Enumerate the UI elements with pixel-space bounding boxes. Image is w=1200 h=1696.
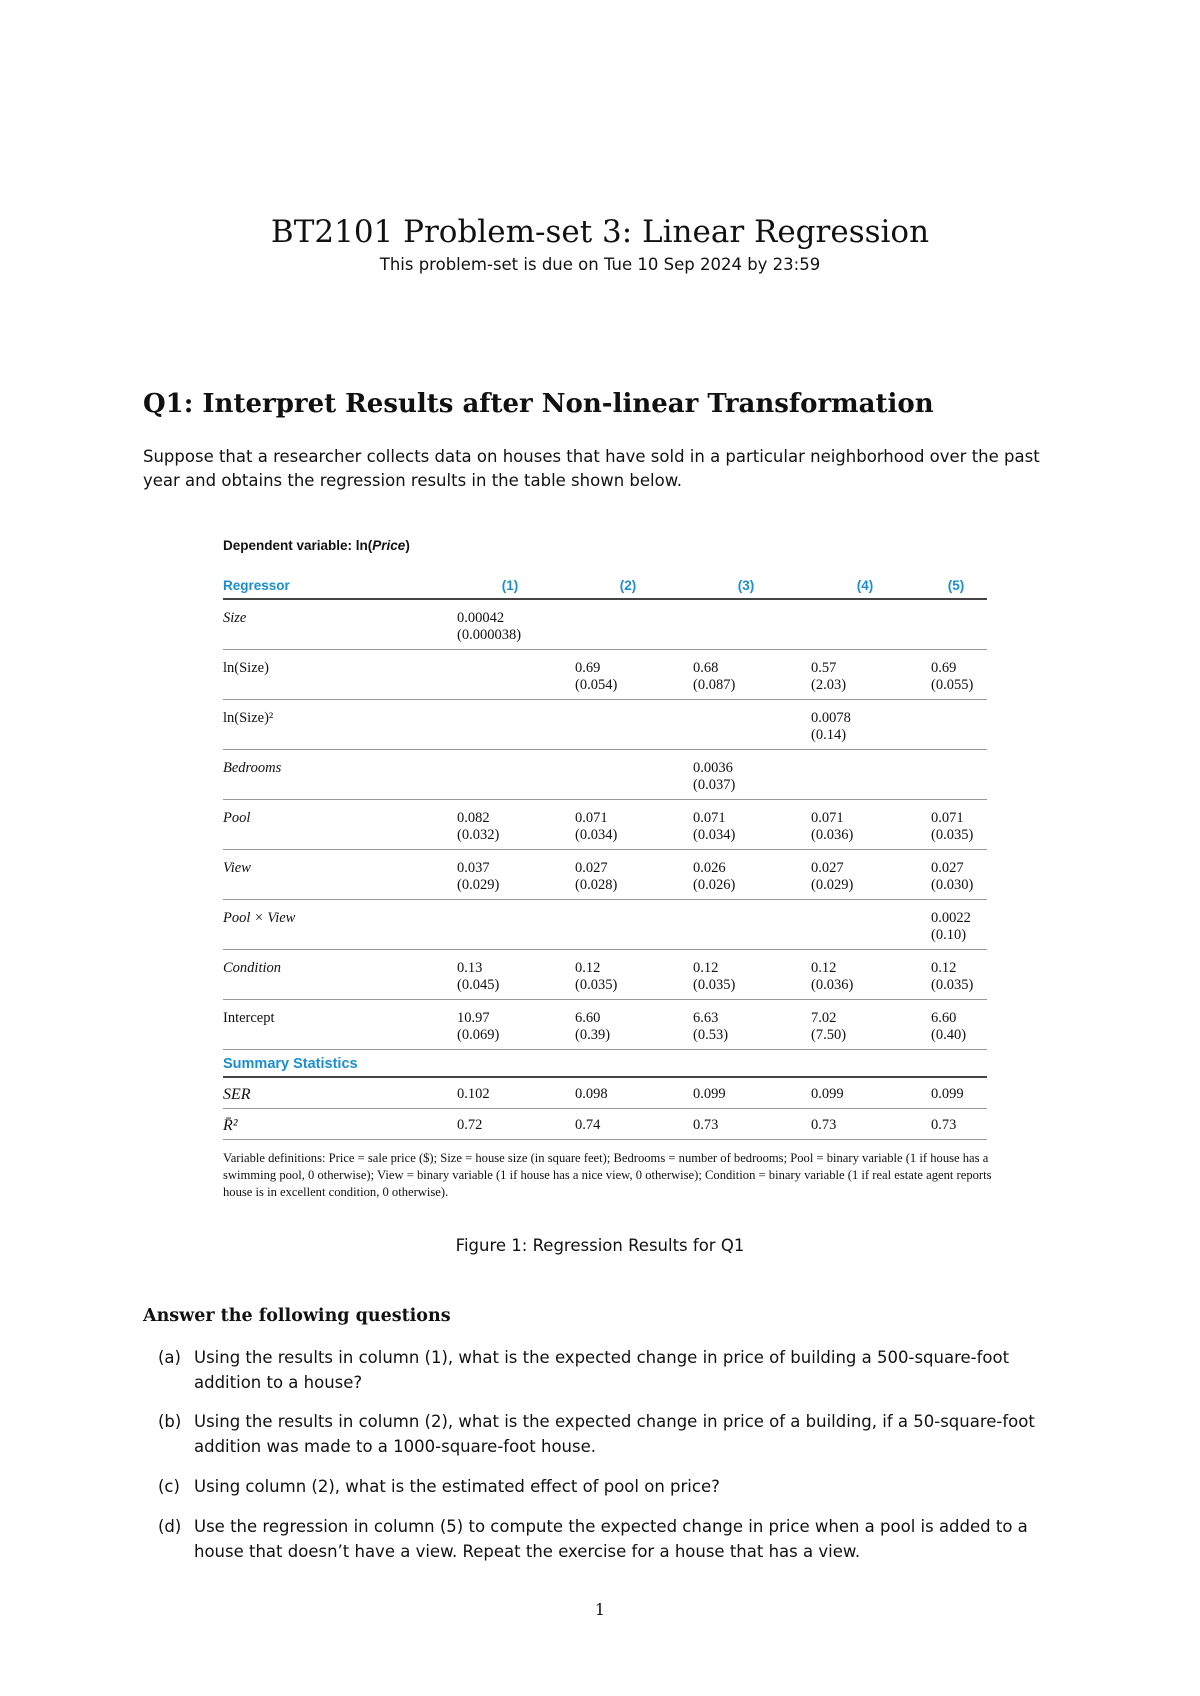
standard-error: (0.034) — [693, 827, 736, 843]
row-label: Size — [223, 599, 451, 650]
standard-error: (0.032) — [457, 827, 500, 843]
table-row — [223, 800, 987, 850]
standard-error: (0.036) — [811, 977, 854, 993]
table-cell — [451, 900, 569, 950]
standard-error: (0.034) — [575, 827, 618, 843]
coefficient: 0.69 — [575, 660, 601, 676]
question-label: (d) — [158, 1517, 182, 1536]
table-cell — [925, 700, 987, 750]
coefficient: 6.60 — [931, 1010, 957, 1026]
row-label: ln(Size)² — [223, 700, 451, 750]
question-c — [158, 1474, 1063, 1499]
standard-error: (0.026) — [693, 877, 736, 893]
standard-error: (0.035) — [575, 977, 618, 993]
summary-row — [223, 1077, 987, 1109]
summary-value-text: 0.73 — [931, 1117, 957, 1133]
row-label: View — [223, 850, 451, 900]
standard-error: (0.036) — [811, 827, 854, 843]
coefficient: 0.00042 — [457, 610, 505, 626]
summary-value — [925, 1109, 987, 1140]
figure-caption: Figure 1: Regression Results for Q1 — [455, 1236, 745, 1255]
standard-error: (0.40) — [931, 1027, 967, 1043]
coefficient: 0.082 — [457, 810, 490, 826]
row-label: Intercept — [223, 1000, 451, 1050]
table-cell — [805, 800, 925, 850]
summary-value-text: 0.73 — [693, 1117, 719, 1133]
table-row — [223, 950, 987, 1000]
table-cell — [805, 700, 925, 750]
table-row — [223, 750, 987, 800]
summary-value — [451, 1077, 569, 1109]
summary-value-text: 0.099 — [811, 1086, 844, 1102]
coefficient: 0.12 — [811, 960, 837, 976]
table-cell — [569, 650, 687, 700]
table-cell — [687, 850, 805, 900]
table-cell — [451, 700, 569, 750]
table-cell — [451, 599, 569, 650]
table-cell — [805, 950, 925, 1000]
table-cell — [569, 1000, 687, 1050]
standard-error: (0.045) — [457, 977, 500, 993]
table-cell — [805, 850, 925, 900]
coefficient: 0.0078 — [811, 710, 851, 726]
table-cell — [451, 800, 569, 850]
summary-value — [805, 1077, 925, 1109]
row-label: Pool — [223, 800, 451, 850]
table-cell — [805, 750, 925, 800]
table-cell — [687, 700, 805, 750]
standard-error: (0.10) — [931, 927, 967, 943]
question-label: (a) — [158, 1348, 181, 1367]
summary-label: R̄² — [223, 1109, 451, 1140]
summary-heading-row — [223, 1050, 987, 1078]
q1-heading: Q1: Interpret Results after Non-linear Transformation — [143, 389, 934, 419]
coefficient: 0.13 — [457, 960, 483, 976]
summary-value-text: 0.72 — [457, 1117, 483, 1133]
table-row — [223, 599, 987, 650]
table-body — [223, 599, 987, 1140]
standard-error: (0.069) — [457, 1027, 500, 1043]
table-cell — [569, 599, 687, 650]
table-cell — [569, 850, 687, 900]
table-cell — [687, 800, 805, 850]
row-label: Pool × View — [223, 900, 451, 950]
intro-paragraph: Suppose that a researcher collects data on houses that have sold in a particular neighborhood over the past year and obtains the regression results in the table shown below. — [143, 447, 1040, 490]
page-title: BT2101 Problem-set 3: Linear Regression — [270, 214, 930, 250]
summary-value-text: 0.099 — [931, 1086, 964, 1102]
coefficient: 6.60 — [575, 1010, 601, 1026]
coefficient: 0.027 — [931, 860, 964, 876]
table-cell — [569, 950, 687, 1000]
question-a — [158, 1345, 1063, 1395]
header-col-4: (4) — [805, 576, 925, 599]
standard-error: (0.000038) — [457, 627, 522, 643]
table-cell — [569, 700, 687, 750]
header-col-2: (2) — [569, 576, 687, 599]
question-label: (c) — [158, 1477, 180, 1496]
question-b — [158, 1409, 1063, 1459]
table-cell — [451, 750, 569, 800]
coefficient: 0.071 — [931, 810, 964, 826]
table-cell — [805, 1000, 925, 1050]
standard-error: (0.029) — [811, 877, 854, 893]
coefficient: 0.0022 — [931, 910, 971, 926]
table-cell — [925, 750, 987, 800]
coefficient: 0.12 — [575, 960, 601, 976]
table-cell — [687, 650, 805, 700]
table-cell — [687, 599, 805, 650]
summary-value-text: 0.099 — [693, 1086, 726, 1102]
table-cell — [925, 800, 987, 850]
standard-error: (0.035) — [931, 977, 974, 993]
summary-value — [569, 1109, 687, 1140]
summary-value — [805, 1109, 925, 1140]
coefficient: 0.12 — [693, 960, 719, 976]
coefficient: 0.68 — [693, 660, 719, 676]
coefficient: 0.071 — [693, 810, 726, 826]
coefficient: 7.02 — [811, 1010, 837, 1026]
coefficient: 0.071 — [575, 810, 608, 826]
summary-value — [687, 1109, 805, 1140]
summary-value-text: 0.74 — [575, 1117, 601, 1133]
coefficient: 0.12 — [931, 960, 957, 976]
coefficient: 0.027 — [575, 860, 608, 876]
standard-error: (0.054) — [575, 677, 618, 693]
standard-error: (7.50) — [811, 1027, 847, 1043]
coefficient: 0.026 — [693, 860, 726, 876]
summary-value — [451, 1109, 569, 1140]
standard-error: (0.029) — [457, 877, 500, 893]
table-cell — [451, 650, 569, 700]
summary-heading: Summary Statistics — [223, 1050, 987, 1078]
row-label: ln(Size) — [223, 650, 451, 700]
standard-error: (0.030) — [931, 877, 974, 893]
question-text: Using column (2), what is the estimated effect of pool on price? — [194, 1477, 720, 1496]
row-label: Condition — [223, 950, 451, 1000]
summary-value — [925, 1077, 987, 1109]
question-text: Using the results in column (1), what is the expected change in price of building a 500-square-foot addition to a house? — [194, 1348, 1010, 1392]
table-cell — [805, 599, 925, 650]
summary-row — [223, 1109, 987, 1140]
regression-table-figure — [223, 538, 992, 1201]
summary-value-text: 0.102 — [457, 1086, 490, 1102]
standard-error: (0.53) — [693, 1027, 729, 1043]
coefficient: 0.57 — [811, 660, 837, 676]
table-cell — [805, 650, 925, 700]
coefficient: 0.071 — [811, 810, 844, 826]
standard-error: (0.055) — [931, 677, 974, 693]
coefficient: 0.69 — [931, 660, 957, 676]
question-label: (b) — [158, 1412, 182, 1431]
table-cell — [925, 900, 987, 950]
summary-label: SER — [223, 1077, 451, 1109]
row-label: Bedrooms — [223, 750, 451, 800]
table-cell — [569, 800, 687, 850]
summary-value — [687, 1077, 805, 1109]
coefficient: 10.97 — [457, 1010, 490, 1026]
header-col-1: (1) — [451, 576, 569, 599]
header-col-5: (5) — [925, 576, 987, 599]
coefficient: 6.63 — [693, 1010, 719, 1026]
table-cell — [687, 950, 805, 1000]
regression-table — [223, 576, 987, 1140]
table-cell — [569, 900, 687, 950]
summary-value — [569, 1077, 687, 1109]
table-cell — [925, 599, 987, 650]
question-d — [158, 1514, 1063, 1564]
table-cell — [569, 750, 687, 800]
table-cell — [805, 900, 925, 950]
coefficient: 0.0036 — [693, 760, 733, 776]
page-number: 1 — [594, 1600, 606, 1619]
answer-heading: Answer the following questions — [143, 1306, 451, 1326]
table-cell — [925, 950, 987, 1000]
coefficient: 0.037 — [457, 860, 490, 876]
standard-error: (2.03) — [811, 677, 847, 693]
table-cell — [451, 850, 569, 900]
summary-value-text: 0.098 — [575, 1086, 608, 1102]
table-row — [223, 1000, 987, 1050]
question-text: Use the regression in column (5) to compute the expected change in price when a pool is added to a house that doesn’t have a view. Repeat the exercise for a house that has a view. — [194, 1517, 1028, 1561]
standard-error: (0.087) — [693, 677, 736, 693]
summary-value-text: 0.73 — [811, 1117, 837, 1133]
standard-error: (0.14) — [811, 727, 847, 743]
table-cell — [451, 1000, 569, 1050]
standard-error: (0.035) — [931, 827, 974, 843]
table-row — [223, 850, 987, 900]
table-row — [223, 700, 987, 750]
standard-error: (0.028) — [575, 877, 618, 893]
standard-error: (0.035) — [693, 977, 736, 993]
header-col-3: (3) — [687, 576, 805, 599]
table-cell — [451, 950, 569, 1000]
table-cell — [687, 750, 805, 800]
table-cell — [925, 650, 987, 700]
table-cell — [687, 1000, 805, 1050]
table-cell — [687, 900, 805, 950]
standard-error: (0.39) — [575, 1027, 611, 1043]
question-text: Using the results in column (2), what is the expected change in price of a building, if a 50-square-foot addition was made to a 1000-square-foot house. — [194, 1412, 1035, 1456]
dependent-variable-label: Dependent variable: ln(Price) — [223, 538, 410, 553]
header-regressor: Regressor — [223, 576, 451, 599]
coefficient: 0.027 — [811, 860, 844, 876]
table-header-row — [223, 576, 987, 599]
table-cell — [925, 850, 987, 900]
standard-error: (0.037) — [693, 777, 736, 793]
table-row — [223, 900, 987, 950]
due-date-subtitle: This problem-set is due on Tue 10 Sep 2024 by 23:59 — [379, 255, 821, 274]
variable-definitions: Variable definitions: Price = sale price ($); Size = house size (in square feet); Bedrooms = number of bedrooms; Pool = binary variable (1 if house has a swimming pool, 0 otherwise); View = binary variable (1 if house has a nice view, 0 otherwise); Condition = binary variable (1 if real estate agent reports house is in excellent condition, 0 otherwise). — [223, 1151, 992, 1199]
table-row — [223, 650, 987, 700]
table-cell — [925, 1000, 987, 1050]
